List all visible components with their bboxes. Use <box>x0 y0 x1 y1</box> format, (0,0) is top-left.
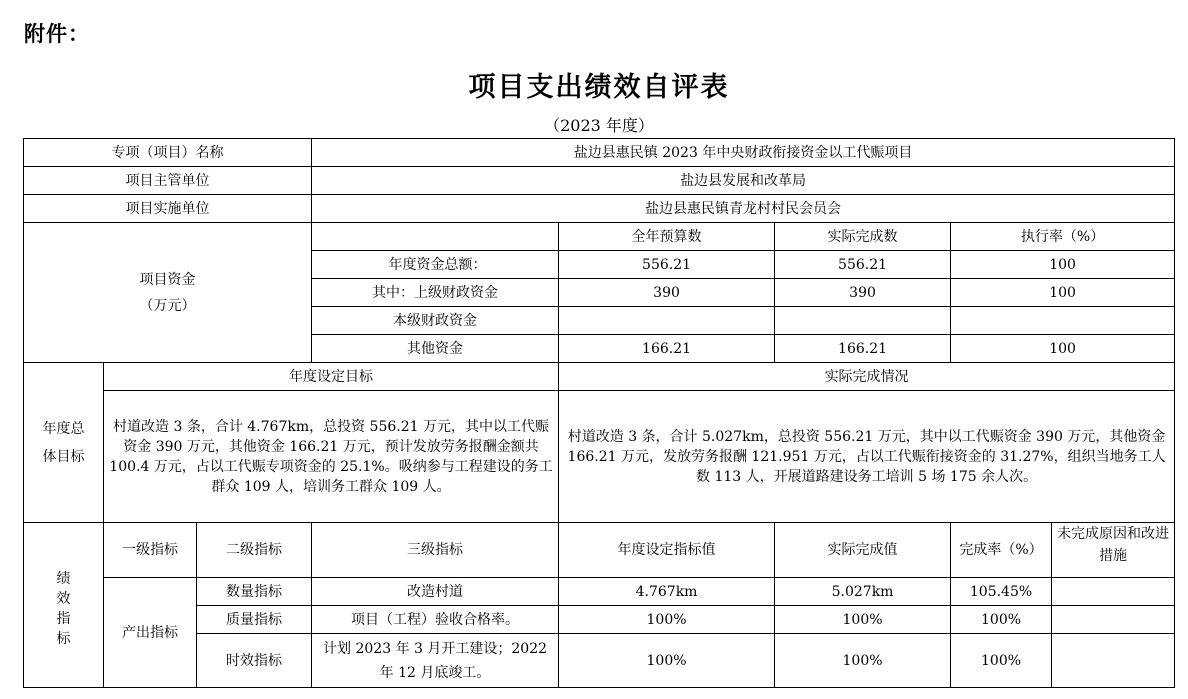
funds-label <box>24 223 312 363</box>
indicator-actual: 100% <box>775 634 951 688</box>
project-name-label: 专项（项目）名称 <box>24 139 312 167</box>
funds-col-actual: 实际完成数 <box>775 223 951 251</box>
goals-label-line1: 年度总 <box>42 420 85 437</box>
project-name-row <box>24 139 1175 167</box>
funds-row-label: 本级财政资金 <box>312 307 559 335</box>
attachment-label: 附件： <box>24 22 90 46</box>
goals-planned-header: 年度设定目标 <box>104 363 559 391</box>
funds-label-line2: （万元） <box>139 297 196 314</box>
indicator-target: 100% <box>559 634 775 688</box>
funds-col-rate: 执行率（%） <box>951 223 1175 251</box>
indicator-row <box>24 578 1175 606</box>
col-header-level1: 一级指标 <box>104 523 197 578</box>
indicator-row <box>24 634 1175 688</box>
funds-row-rate <box>951 307 1175 335</box>
indicator-level2: 时效指标 <box>197 634 312 688</box>
indicator-rate: 100% <box>951 634 1052 688</box>
col-header-rate: 完成率（%） <box>951 523 1052 578</box>
col-header-level3: 三级指标 <box>312 523 559 578</box>
goals-actual-header: 实际完成情况 <box>559 363 1175 391</box>
funds-row-rate: 100 <box>951 251 1175 279</box>
indicator-side-char: 效 <box>56 591 71 607</box>
funds-row-actual <box>775 307 951 335</box>
funds-row-label: 其中：上级财政资金 <box>312 279 559 307</box>
funds-row-budget: 390 <box>559 279 775 307</box>
supervisor-value: 盐边县发展和改革局 <box>312 167 1175 195</box>
indicator-level2: 数量指标 <box>197 578 312 606</box>
funds-row-rate: 100 <box>951 335 1175 363</box>
col-header-target: 年度设定指标值 <box>559 523 775 578</box>
supervisor-label: 项目主管单位 <box>24 167 312 195</box>
indicator-reason <box>1052 606 1175 634</box>
col-header-level2: 二级指标 <box>197 523 312 578</box>
goals-planned-text: 村道改造 3 条，合计 4.767km，总投资 556.21 万元，其中以工代赈资金 390 万元，其他资金 166.21 万元，预计发放劳务报酬金额共 100.4 万元，占以工代赈专项资金的 25.1%。吸纳参与工程建设的务工群众 109 人，培训务工群众 109 人。 <box>104 391 559 523</box>
goals-actual-text: 村道改造 3 条，合计 5.027km，总投资 556.21 万元，其中以工代赈资金 390 万元，其他资金 166.21 万元，发放劳务报酬 121.951 万元，占以工代赈衔接资金的 31.27%，组织当地务工人数 113 人，开展道路建设务工培训 5 场 175 余人次。 <box>559 391 1175 523</box>
funds-col-budget: 全年预算数 <box>559 223 775 251</box>
indicator-side-char: 绩 <box>56 571 71 587</box>
indicator-reason <box>1052 578 1175 606</box>
project-name-value: 盐边县惠民镇 2023 年中央财政衔接资金以工代赈项目 <box>312 139 1175 167</box>
funds-row-budget <box>559 307 775 335</box>
indicator-header-row <box>24 523 1175 578</box>
goals-text-row <box>24 391 1175 523</box>
indicator-side-char: 指 <box>56 611 71 627</box>
indicator-level3: 改造村道 <box>312 578 559 606</box>
funds-header-row <box>24 223 1175 251</box>
funds-row-label: 年度资金总额： <box>312 251 559 279</box>
indicator-row <box>24 606 1175 634</box>
indicator-level3: 计划 2023 年 3 月开工建设；2022 年 12 月底竣工。 <box>312 634 559 688</box>
indicator-target: 4.767km <box>559 578 775 606</box>
funds-label-line1: 项目资金 <box>139 271 196 288</box>
indicator-actual: 5.027km <box>775 578 951 606</box>
funds-row-actual: 390 <box>775 279 951 307</box>
goals-header-row <box>24 363 1175 391</box>
indicator-side-char: 标 <box>56 631 71 647</box>
indicator-target: 100% <box>559 606 775 634</box>
indicator-level2: 质量指标 <box>197 606 312 634</box>
implementer-label: 项目实施单位 <box>24 195 312 223</box>
funds-row-budget: 556.21 <box>559 251 775 279</box>
implementer-row <box>24 195 1175 223</box>
goals-label-line2: 体目标 <box>42 448 85 465</box>
indicator-side-label <box>24 523 104 688</box>
funds-row-rate: 100 <box>951 279 1175 307</box>
performance-table <box>23 138 1175 688</box>
indicator-actual: 100% <box>775 606 951 634</box>
col-header-actual: 实际完成值 <box>775 523 951 578</box>
funds-row-actual: 166.21 <box>775 335 951 363</box>
year-label: （2023 年度） <box>544 116 654 135</box>
indicator-reason <box>1052 634 1175 688</box>
indicator-level3: 项目（工程）验收合格率。 <box>312 606 559 634</box>
indicator-output-label: 产出指标 <box>104 578 197 688</box>
funds-header-blank <box>312 223 559 251</box>
supervisor-row <box>24 167 1175 195</box>
implementer-value: 盐边县惠民镇青龙村村民会员会 <box>312 195 1175 223</box>
col-header-reason: 未完成原因和改进措施 <box>1052 523 1175 578</box>
indicator-rate: 100% <box>951 606 1052 634</box>
indicator-rate: 105.45% <box>951 578 1052 606</box>
funds-row-label: 其他资金 <box>312 335 559 363</box>
funds-row-actual: 556.21 <box>775 251 951 279</box>
page-title: 项目支出绩效自评表 <box>468 72 730 103</box>
funds-row-budget: 166.21 <box>559 335 775 363</box>
goals-label <box>24 363 104 523</box>
